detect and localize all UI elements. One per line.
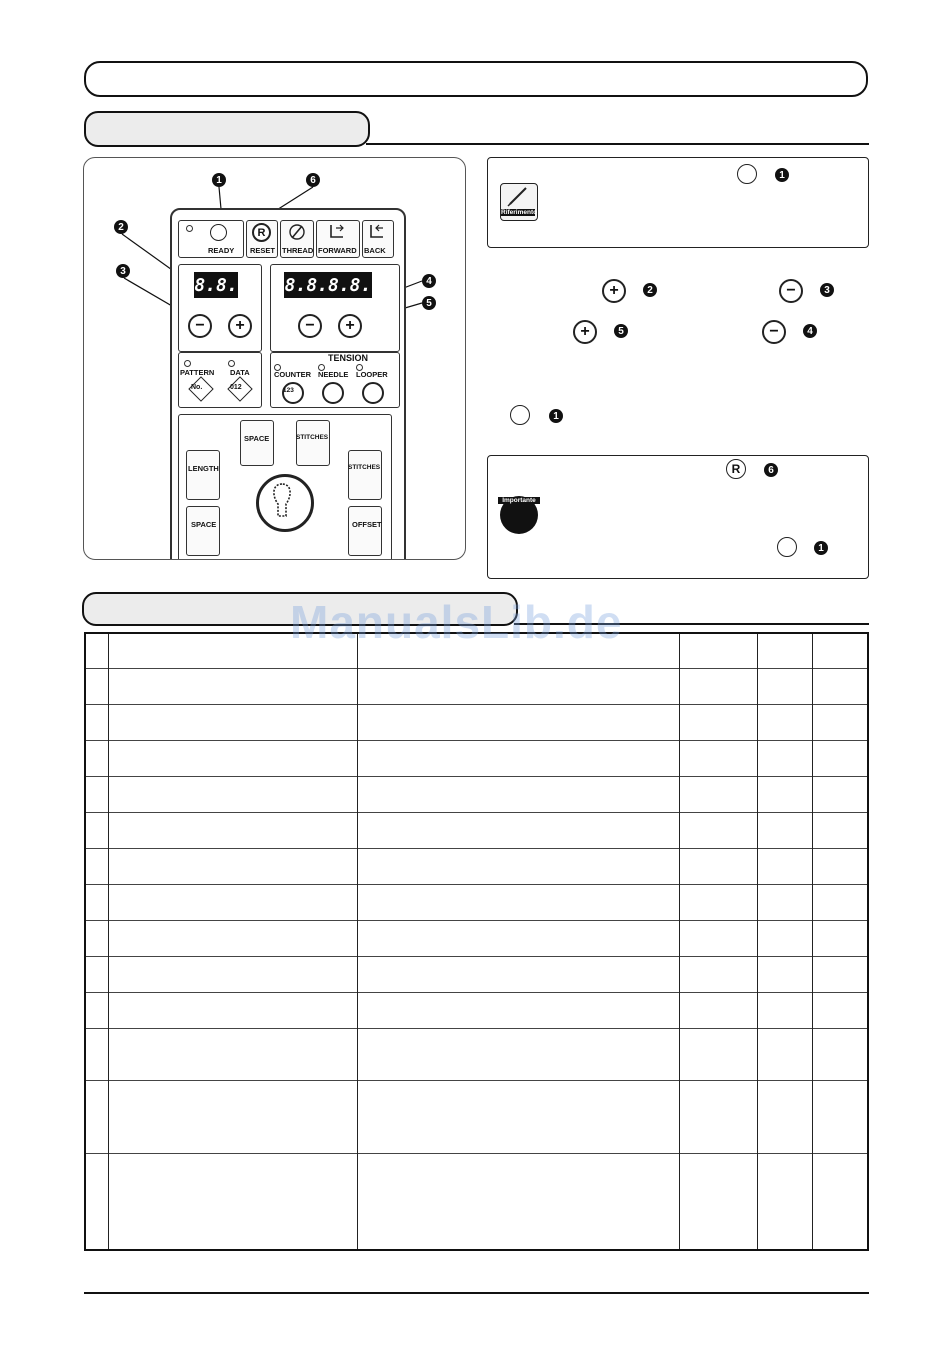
left-minus-key[interactable]: − bbox=[188, 314, 212, 338]
step-minus-icon-a: − bbox=[779, 279, 803, 303]
stitches-right-label: STITCHES bbox=[348, 464, 381, 471]
length-label: LENGTH bbox=[188, 464, 219, 473]
settings-table bbox=[84, 632, 869, 1251]
length-key[interactable] bbox=[186, 450, 220, 500]
footer-rule bbox=[84, 1292, 869, 1294]
callout-2: 2 bbox=[114, 220, 128, 234]
step-callout-3: 3 bbox=[820, 283, 834, 297]
important-callout-1: 1 bbox=[814, 541, 828, 555]
important-ready-key-icon bbox=[777, 537, 797, 557]
callout-6: 6 bbox=[306, 173, 320, 187]
table-row bbox=[85, 956, 868, 992]
right-display: 8.8.8.8. bbox=[284, 272, 372, 298]
step-callout-4: 4 bbox=[803, 324, 817, 338]
table-row bbox=[85, 848, 868, 884]
table-row bbox=[85, 668, 868, 704]
step-callout-2: 2 bbox=[643, 283, 657, 297]
callout-5: 5 bbox=[422, 296, 436, 310]
operation-panel-body bbox=[170, 208, 406, 560]
forward-label: FORWARD bbox=[318, 246, 357, 255]
ready-key[interactable] bbox=[210, 224, 227, 241]
important-note-box bbox=[487, 455, 869, 579]
table-row bbox=[85, 1080, 868, 1153]
forward-icon bbox=[328, 222, 346, 240]
looper-tension-key[interactable] bbox=[362, 382, 384, 404]
data-key-text: 012 bbox=[230, 384, 242, 391]
main-title-bar bbox=[84, 61, 868, 97]
reference-note-box bbox=[487, 157, 869, 248]
stitches-right-key[interactable] bbox=[348, 450, 382, 500]
callout-4: 4 bbox=[422, 274, 436, 288]
watermark: ManualsLib.de bbox=[290, 596, 623, 648]
space-top-key[interactable] bbox=[240, 420, 274, 466]
reset-key-symbol: R bbox=[252, 223, 271, 242]
table-row bbox=[85, 884, 868, 920]
table-row bbox=[85, 992, 868, 1028]
pattern-key-text: No. bbox=[191, 384, 203, 391]
data-led bbox=[228, 360, 235, 367]
pattern-led bbox=[184, 360, 191, 367]
offset-label: OFFSET bbox=[352, 520, 382, 529]
step-callout-5: 5 bbox=[614, 324, 628, 338]
left-plus-key[interactable]: + bbox=[228, 314, 252, 338]
section-header-bar bbox=[84, 111, 370, 147]
right-plus-key[interactable]: + bbox=[338, 314, 362, 338]
table-row bbox=[85, 776, 868, 812]
important-callout-6: 6 bbox=[764, 463, 778, 477]
section-header-rule bbox=[366, 143, 869, 145]
space-left-key[interactable] bbox=[186, 506, 220, 556]
stitch-shape-icon bbox=[270, 482, 294, 520]
back-label: BACK bbox=[364, 246, 386, 255]
table-row bbox=[85, 704, 868, 740]
left-display: 8.8. bbox=[194, 272, 238, 298]
data-label: DATA bbox=[230, 368, 250, 377]
table-row bbox=[85, 920, 868, 956]
step-minus-icon-b: − bbox=[762, 320, 786, 344]
callout-3: 3 bbox=[116, 264, 130, 278]
step-ready-icon bbox=[510, 405, 530, 425]
pattern-label: PATTERN bbox=[180, 368, 215, 377]
thread-label: THREAD bbox=[282, 246, 314, 255]
step-plus-icon-b: + bbox=[573, 320, 597, 344]
offset-key[interactable] bbox=[348, 506, 382, 556]
right-minus-key[interactable]: − bbox=[298, 314, 322, 338]
important-badge: Importante bbox=[498, 497, 540, 504]
counter-key-text: 123 bbox=[283, 387, 294, 394]
pencil-icon bbox=[506, 186, 530, 208]
back-icon bbox=[368, 222, 386, 240]
tension-label: TENSION bbox=[328, 353, 369, 363]
table-row bbox=[85, 1153, 868, 1250]
counter-label: COUNTER bbox=[274, 370, 312, 379]
reset-label: RESET bbox=[250, 246, 276, 255]
important-reset-key-icon: R bbox=[726, 459, 746, 479]
looper-label: LOOPER bbox=[356, 370, 388, 379]
stitches-top-label: STITCHES bbox=[296, 434, 329, 441]
reference-callout: 1 bbox=[775, 168, 789, 182]
ready-label: READY bbox=[208, 246, 235, 255]
pattern-data-section bbox=[178, 352, 262, 408]
reference-badge: Riferimento bbox=[501, 209, 538, 216]
table-row bbox=[85, 740, 868, 776]
thread-icon bbox=[288, 223, 306, 241]
space-top-label: SPACE bbox=[244, 434, 270, 443]
step-plus-icon-a: + bbox=[602, 279, 626, 303]
callout-1: 1 bbox=[212, 173, 226, 187]
stitches-top-key[interactable] bbox=[296, 420, 330, 466]
needle-label: NEEDLE bbox=[318, 370, 349, 379]
table-row bbox=[85, 812, 868, 848]
needle-tension-key[interactable] bbox=[322, 382, 344, 404]
space-left-label: SPACE bbox=[191, 520, 217, 529]
panel-illustration-frame bbox=[83, 157, 466, 560]
reference-ready-key-icon bbox=[737, 164, 757, 184]
ready-led bbox=[186, 225, 193, 232]
table-row bbox=[85, 1028, 868, 1080]
step-callout-1: 1 bbox=[549, 409, 563, 423]
